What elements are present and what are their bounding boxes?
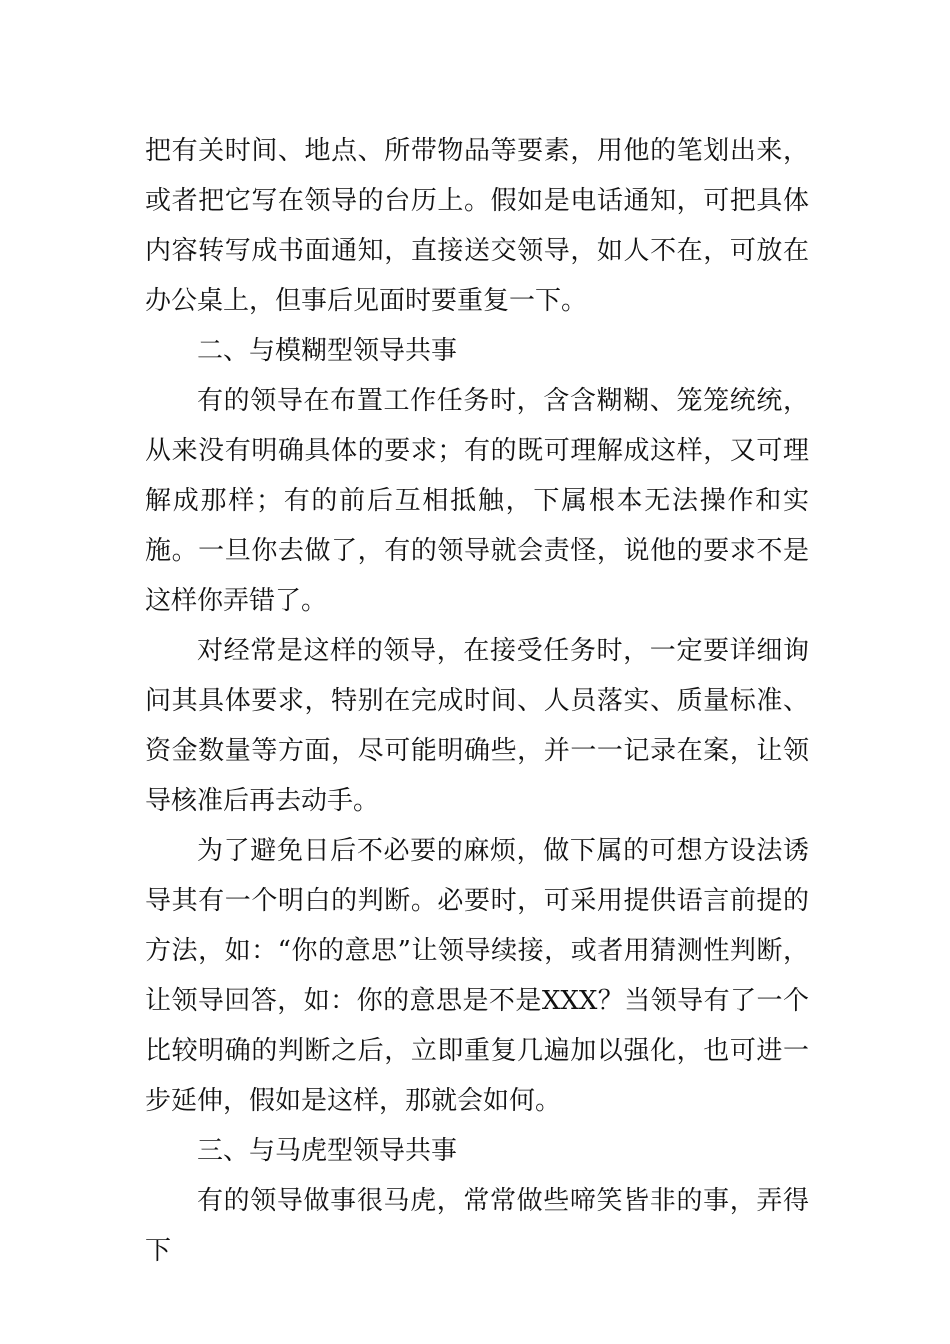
section-heading-careless-leader: 三、与马虎型领导共事	[197, 1136, 458, 1166]
section-heading-fuzzy-leader: 二、与模糊型领导共事	[197, 336, 458, 366]
paragraph-fuzzy-leader-description: 有的领导在布置工作任务时，含含糊糊、笼笼统统，从来没有明确具体的要求；有的既可理解成这样，又可理解成那样；有的前后互相抵触，下属根本无法操作和实施。一旦你去做了，有的领导就会责怪，说他的要求不是这样你弄错了。	[145, 386, 809, 616]
paragraph-continuation: 把有关时间、地点、所带物品等要素，用他的笔划出来，或者把它写在领导的台历上。假如是电话通知，可把具体内容转写成书面通知，直接送交领导，如人不在，可放在办公桌上，但事后见面时要重复一下。	[145, 136, 809, 316]
document-body	[145, 126, 809, 1276]
paragraph-fuzzy-leader-guidance: 为了避免日后不必要的麻烦，做下属的可想方设法诱导其有一个明白的判断。必要时，可采用提供语言前提的方法，如：“你的意思”让领导续接，或者用猜测性判断，让领导回答，如：你的意思是不是XXX？当领导有了一个比较明确的判断之后，立即重复几遍加以强化，也可进一步延伸，假如是这样，那就会如何。	[145, 836, 809, 1116]
paragraph-careless-leader-description: 有的领导做事很马虎，常常做些啼笑皆非的事，弄得下	[145, 1186, 809, 1266]
paragraph-fuzzy-leader-advice: 对经常是这样的领导，在接受任务时，一定要详细询问其具体要求，特别在完成时间、人员落实、质量标准、资金数量等方面，尽可能明确些，并一一记录在案，让领导核准后再去动手。	[145, 636, 809, 816]
